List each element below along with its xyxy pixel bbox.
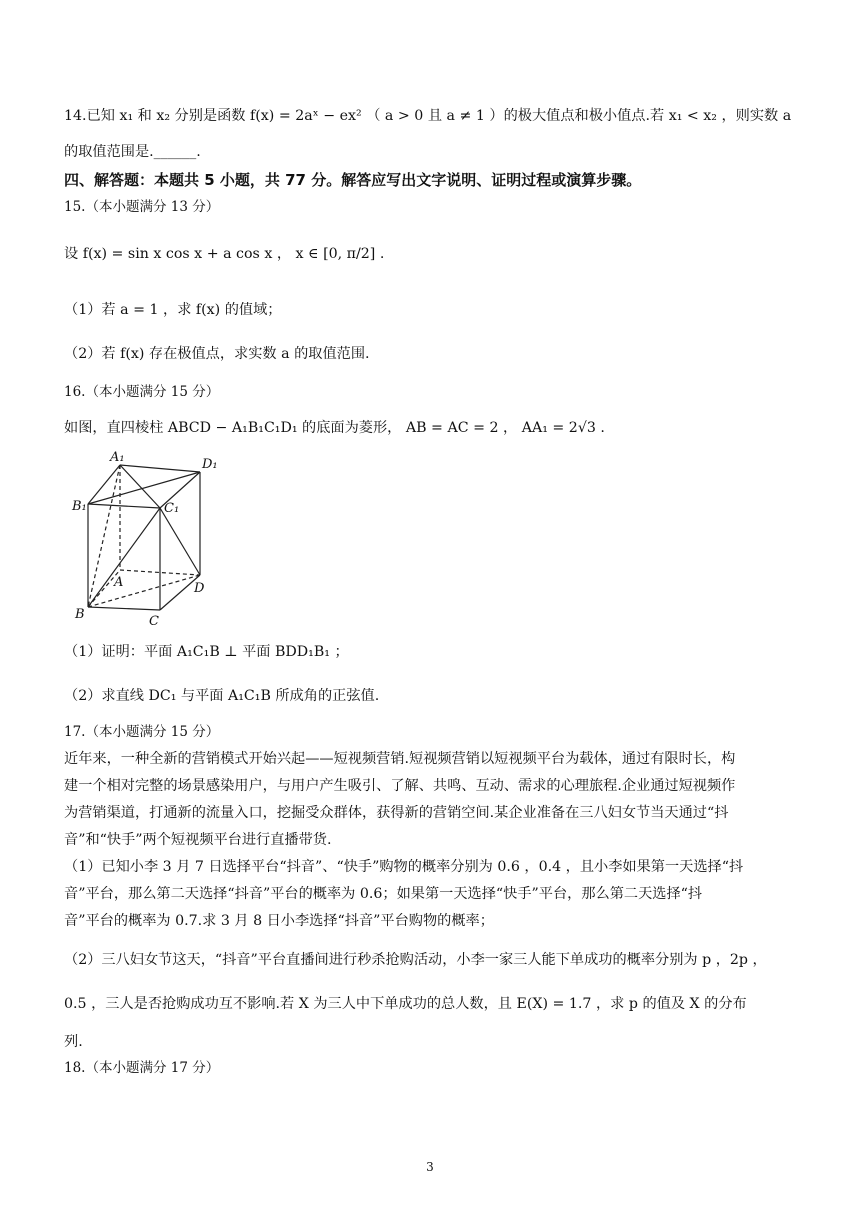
q17-part-1-line-2: 音”平台，那么第二天选择“抖音”平台的概率为 0.6；如果第一天选择“快手”平台，那么第二天选择“抖 [64,886,703,902]
q16-part-1: （1）证明：平面 A₁C₁B ⊥ 平面 BDD₁B₁ ； [64,644,349,660]
q15-header: 15.（本小题满分 13 分） [64,199,220,215]
q15-stem: 设 f(x) = sin x cos x + a cos x ， x ∈ [0, π/2] . [64,246,385,262]
q15-part-2: （2）若 f(x) 存在极值点，求实数 a 的取值范围. [64,346,370,362]
q14-line-2: 的取值范围是.______. [64,144,201,160]
label-b: B [75,607,85,622]
edge-b1c1 [88,504,160,508]
label-d: D [194,581,205,596]
label-c1: C₁ [164,501,180,516]
q17-part-2-line-1: （2）三八妇女节这天，“抖音”平台直播间进行秒杀抢购活动，小李一家三人能下单成功的概率分别为 p ，2p ， [64,952,767,968]
q16-header: 16.（本小题满分 15 分） [64,384,220,400]
edge-bc [88,607,160,610]
q17-para-1: 近年来，一种全新的营销模式开始兴起——短视频营销.短视频营销以短视频平台为载体，通过有限时长，构 [64,751,736,767]
label-a1: A₁ [110,450,125,465]
q17-part-2-line-3: 列. [64,1034,83,1050]
label-c: C [149,614,159,628]
q18-header: 18.（本小题满分 17 分） [64,1060,220,1076]
q17-para-3: 为营销渠道，打通新的流量入口，挖掘受众群体，获得新的营销空间.某企业准备在三八妇女节当天通过“抖 [64,805,729,821]
prism-figure [70,450,218,628]
edge-a1d1 [120,465,200,472]
label-a: A [114,575,124,590]
diag-b1d1 [88,472,200,504]
q17-para-2: 建一个相对完整的场景感染用户，与用户产生吸引、了解、共鸣、互动、需求的心理旅程.企业通过短视频作 [64,778,736,794]
edge-a1b1 [88,465,120,504]
label-d1: D₁ [202,457,218,472]
seg-c1d [160,508,200,575]
q16-stem: 如图，直四棱柱 ABCD − A₁B₁C₁D₁ 的底面为菱形， AB = AC = 2 ， AA₁ = 2√3 . [64,420,605,436]
q16-part-2: （2）求直线 DC₁ 与平面 A₁C₁B 所成角的正弦值. [64,688,380,704]
section-heading: 四、解答题：本题共 5 小题，共 77 分。解答应写出文字说明、证明过程或演算步骤。 [64,171,642,189]
q17-header: 17.（本小题满分 15 分） [64,724,220,740]
page-number: 3 [426,1160,434,1174]
q17-part-1-line-1: （1）已知小李 3 月 7 日选择平台“抖音”、“快手”购物的概率分别为 0.6 ，0.4 ，且小李如果第一天选择“抖 [64,859,744,875]
q15-part-1: （1）若 a = 1 ，求 f(x) 的值域； [64,302,282,318]
diag-a1c1 [120,465,160,508]
label-b1: B₁ [72,499,87,514]
q14-line-1: 14.已知 x₁ 和 x₂ 分别是函数 f(x) = 2aˣ − ex² （ a > 0 且 a ≠ 1 ）的极大值点和极小值点.若 x₁ < x₂ ，则实数 a [64,108,792,124]
q17-part-1-line-3: 音”平台的概率为 0.7.求 3 月 8 日小李选择“抖音”平台购物的概率； [64,913,494,929]
diag-bd [88,575,200,607]
q17-para-4: 音”和“快手”两个短视频平台进行直播带货. [64,832,332,848]
q17-part-2-line-2: 0.5 ，三人是否抢购成功互不影响.若 X 为三人中下单成功的总人数，且 E(X) = 1.7 ，求 p 的值及 X 的分布 [64,996,747,1012]
